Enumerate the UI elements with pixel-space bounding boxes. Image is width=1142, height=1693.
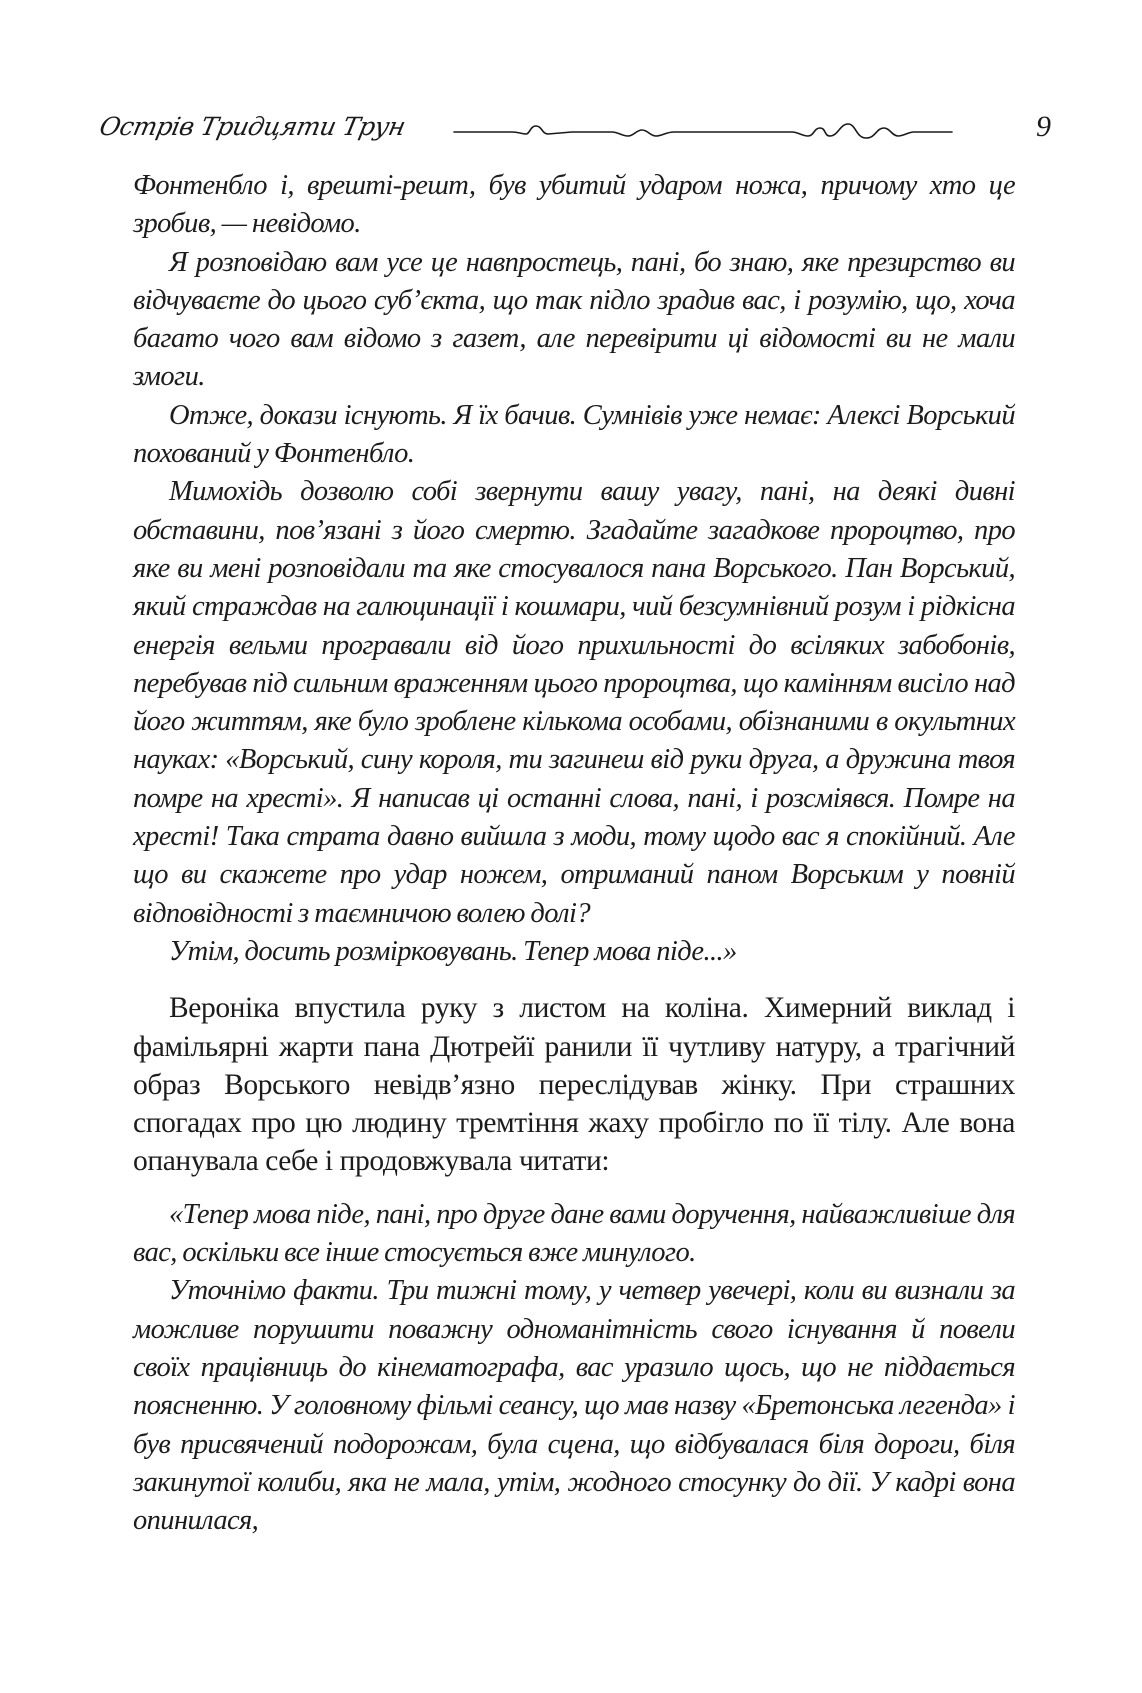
letter-paragraph: Мимохідь дозволю собі звернути вашу увагу, пані, на деякі дивні обставини, пов’язані з його смертю. Згадайте загадкове пророцтво, про яке ви мені розповідали та яке стосувалося пана Ворського. Пан Ворський, який страждав на галюцинації і кошмари, чий безсумнівний розум і рідкісна енергія вельми програвали від його прихильності до всіляких забобонів, перебував під сильним враженням цього пророцтва, що камінням висіло над його життям, яке було зроблене кількома особами, обізнаними в окультних науках: «Ворський, сину короля, ти загинеш від руки друга, а дружина твоя помре на хресті». Я написав ці останні слова, пані, і розсміявся. Помре на хресті! Така страта давно вийшла з моди, тому щодо вас я спокійний. Але що ви скажете про удар ножем, отриманий паном Ворським у повній відповідності з таємничою волею долі?	[133, 476, 1015, 929]
page-number: 9	[1036, 110, 1051, 143]
letter-excerpt-part-1	[133, 167, 1015, 971]
letter-paragraph: Фонтенбло і, врешті-решт, був убитий ударом ножа, причому хто це зробив, — невідомо.	[133, 170, 1015, 240]
narration-paragraph: Вероніка впустила руку з листом на коліна. Химерний виклад і фамільярні жарти пана Дютрейї ранили її чутливу натуру, а трагічний образ Ворського невідв’язно переслідував жінку. При страшних спогадах про цю людину тремтіння жаху пробігло по її тілу. Але вона опанувала себе і продовжувала читати:	[133, 992, 1015, 1178]
letter-paragraph: «Тепер мова піде, пані, про друге дане вами доручення, найважливіше для вас, оскільки все інше стосується вже минулого.	[133, 1198, 1015, 1269]
letter-paragraph: Я розповідаю вам усе це навпростець, пані, бо знаю, яке презирство ви відчуваєте до цього суб’єкта, що так підло зрадив вас, і розумію, що, хоча багато чого вам відомо з газет, але перевірити ці відомості ви не мали змоги.	[133, 246, 1015, 393]
running-header	[96, 108, 1060, 158]
narration-section	[133, 989, 1015, 1180]
running-header-title: Острів Тридцяти Трун	[96, 112, 408, 141]
letter-excerpt-part-2	[133, 1196, 1015, 1541]
letter-paragraph: Уточнімо факти. Три тижні тому, у четвер увечері, коли ви визнали за можливе порушити поважну одноманітність свого існування й повели своїх працівниць до кінематографа, вас уразило щось, що не піддається поясненню. У головному фільмі сеансу, що мав назву «Бретонська легенда» і був присвячений подорожам, була сцена, що відбувалася біля дороги, біля закинутої колиби, яка не мала, утім, жодного стосунку до дії. У кадрі вона опинилася,	[133, 1275, 1015, 1537]
page-body	[133, 167, 1015, 1540]
letter-paragraph: Отже, докази існують. Я їх бачив. Сумнівів уже немає: Алексі Ворський похований у Фонтенбло.	[133, 399, 1015, 470]
letter-paragraph: Утім, досить розмірковувань. Тепер мова піде...»	[169, 935, 737, 967]
wavy-line-ornament-icon	[452, 116, 954, 146]
